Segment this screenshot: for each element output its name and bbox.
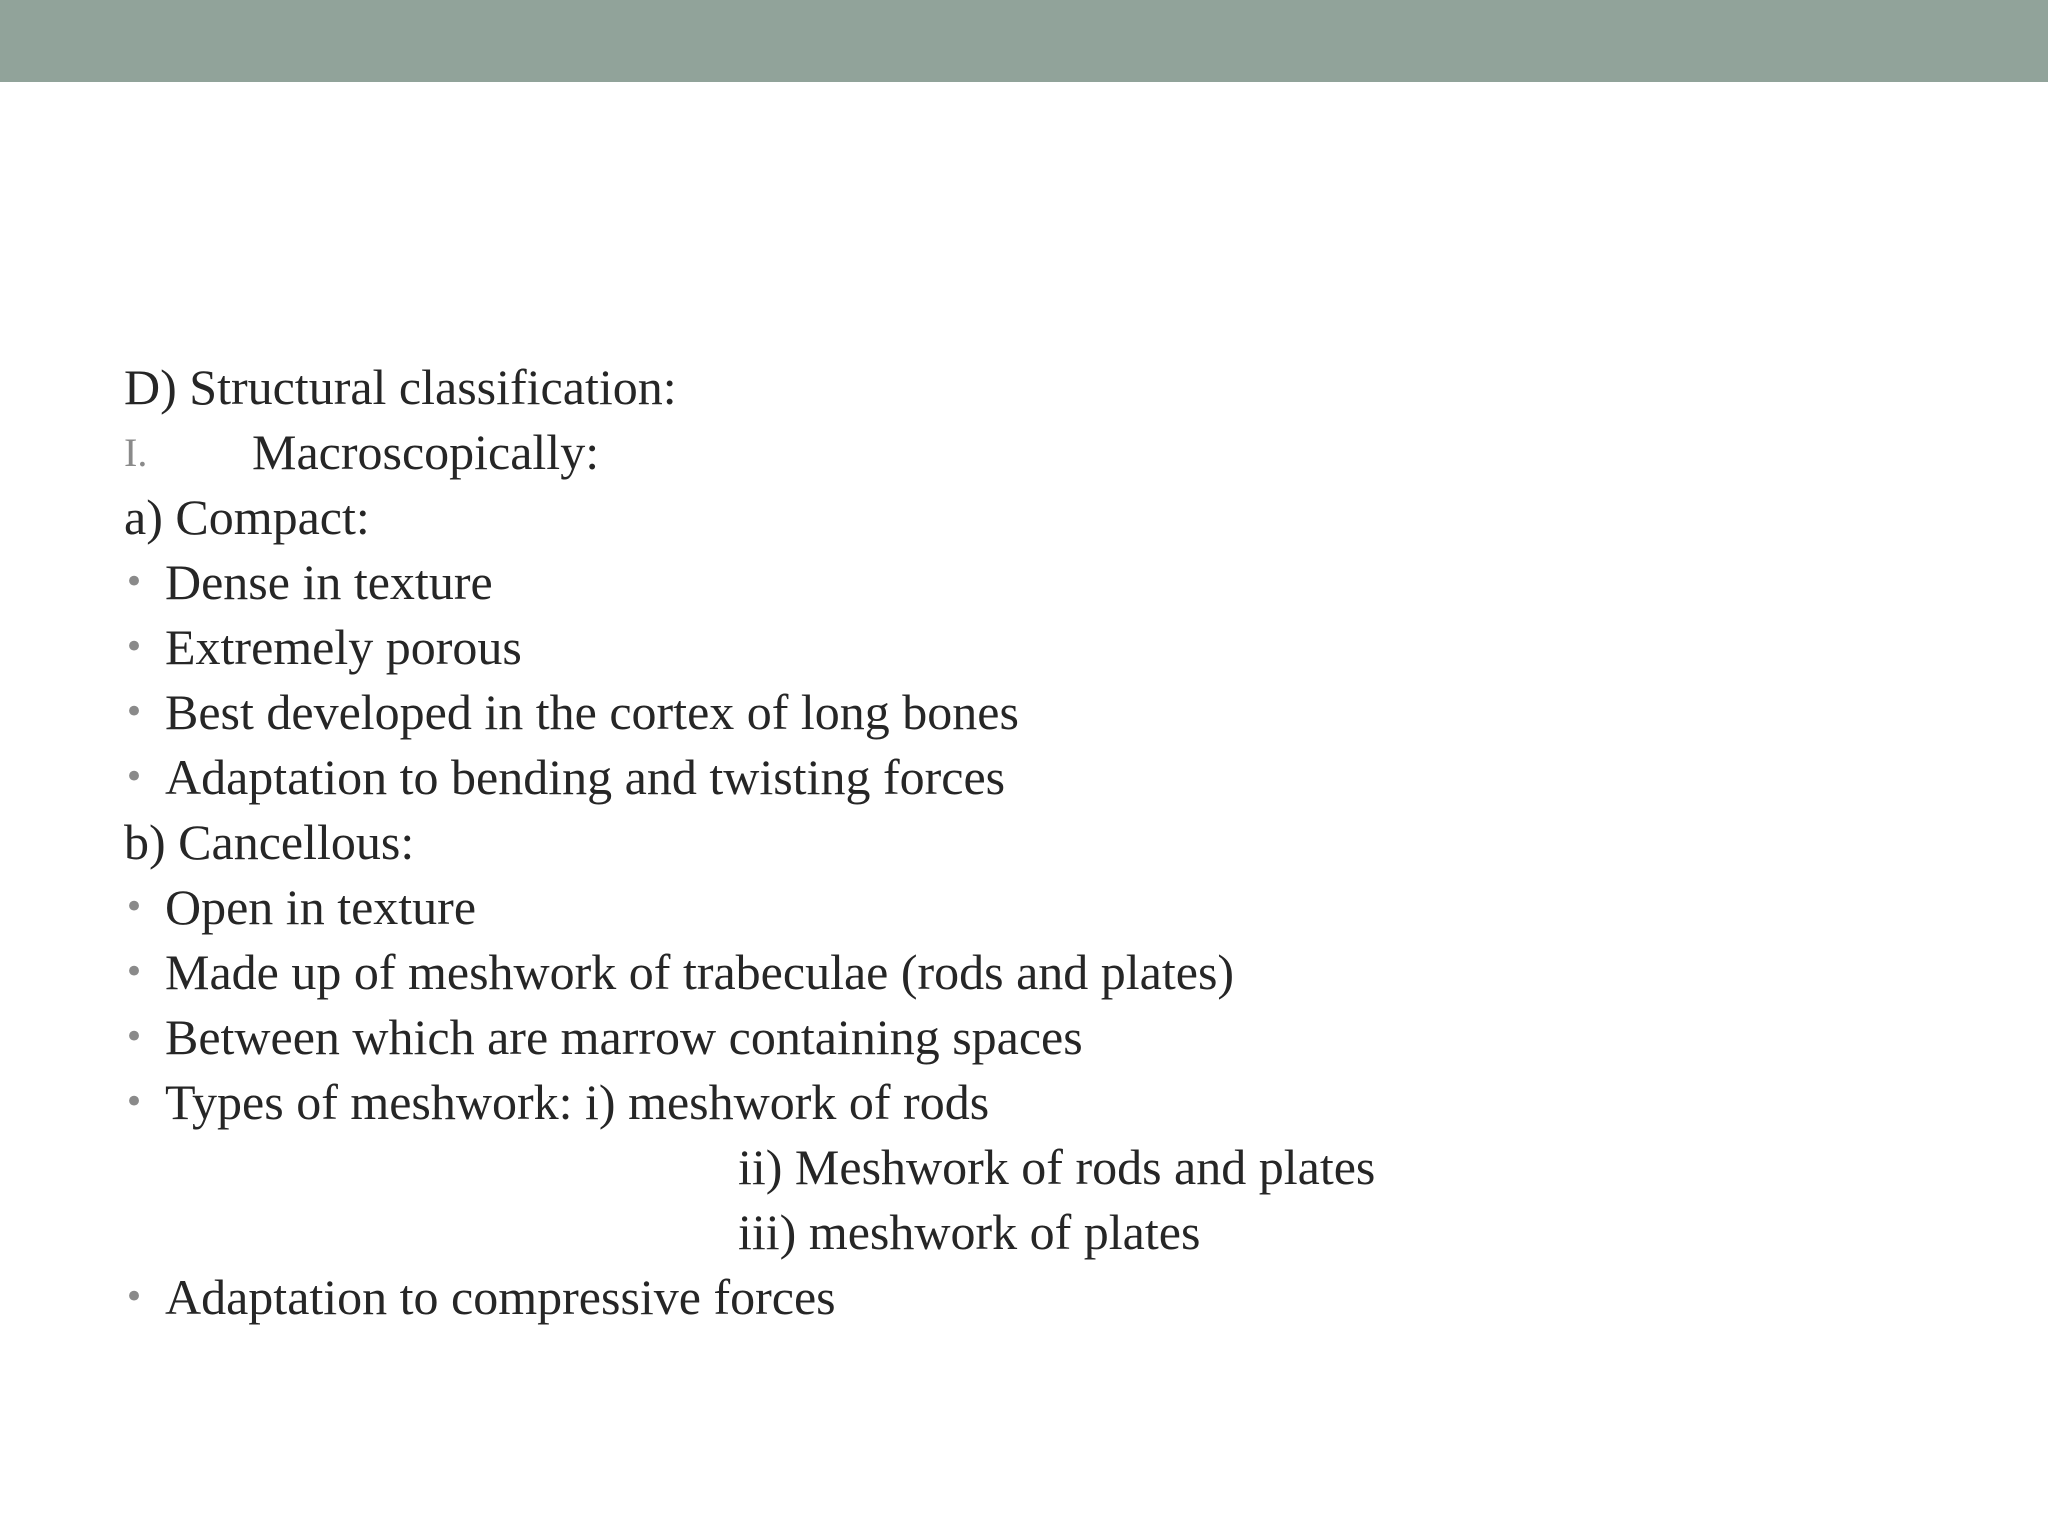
roman-numeral-marker: I. bbox=[124, 430, 148, 475]
cancellous-heading-text: b) Cancellous: bbox=[124, 814, 415, 870]
bullet-icon: • bbox=[124, 692, 145, 732]
meshwork-type-text: ii) Meshwork of rods and plates bbox=[738, 1139, 1376, 1195]
bullet-icon: • bbox=[124, 887, 145, 927]
bullet-text: Adaptation to compressive forces bbox=[165, 1269, 836, 1325]
bullet-text: Adaptation to bending and twisting forces bbox=[165, 749, 1006, 805]
roman-list-item bbox=[124, 420, 1924, 485]
cancellous-heading bbox=[124, 810, 1924, 875]
compact-heading-text: a) Compact: bbox=[124, 489, 370, 545]
bullet-item bbox=[124, 550, 1924, 615]
meshwork-continuation-line bbox=[124, 1135, 1924, 1200]
section-heading-text: D) Structural classification: bbox=[124, 359, 677, 415]
bullet-item bbox=[124, 875, 1924, 940]
bullet-text: Between which are marrow containing spaces bbox=[165, 1009, 1083, 1065]
bullet-icon: • bbox=[124, 1017, 145, 1057]
bullet-item bbox=[124, 1265, 1924, 1330]
slide-content bbox=[124, 355, 1924, 1330]
bullet-icon: • bbox=[124, 952, 145, 992]
bullet-icon: • bbox=[124, 627, 145, 667]
section-heading bbox=[124, 355, 1924, 420]
bullet-text: Made up of meshwork of trabeculae (rods and plates) bbox=[165, 944, 1235, 1000]
meshwork-continuation-line bbox=[124, 1200, 1924, 1265]
bullet-icon: • bbox=[124, 1277, 145, 1317]
bullet-text: Extremely porous bbox=[165, 619, 522, 675]
bullet-text: Dense in texture bbox=[165, 554, 493, 610]
meshwork-type-text: iii) meshwork of plates bbox=[738, 1204, 1201, 1260]
bullet-item bbox=[124, 680, 1924, 745]
slide-top-bar bbox=[0, 0, 2048, 82]
bullet-icon: • bbox=[124, 757, 145, 797]
bullet-item bbox=[124, 1070, 1924, 1135]
bullet-item bbox=[124, 745, 1924, 810]
roman-list-item-text: Macroscopically: bbox=[252, 424, 600, 480]
bullet-icon: • bbox=[124, 562, 145, 602]
bullet-text: Open in texture bbox=[165, 879, 477, 935]
bullet-text: Types of meshwork: i) meshwork of rods bbox=[165, 1074, 990, 1130]
bullet-icon: • bbox=[124, 1082, 145, 1122]
bullet-text: Best developed in the cortex of long bones bbox=[165, 684, 1019, 740]
bullet-item bbox=[124, 940, 1924, 1005]
bullet-item bbox=[124, 615, 1924, 680]
bullet-item bbox=[124, 1005, 1924, 1070]
compact-heading bbox=[124, 485, 1924, 550]
